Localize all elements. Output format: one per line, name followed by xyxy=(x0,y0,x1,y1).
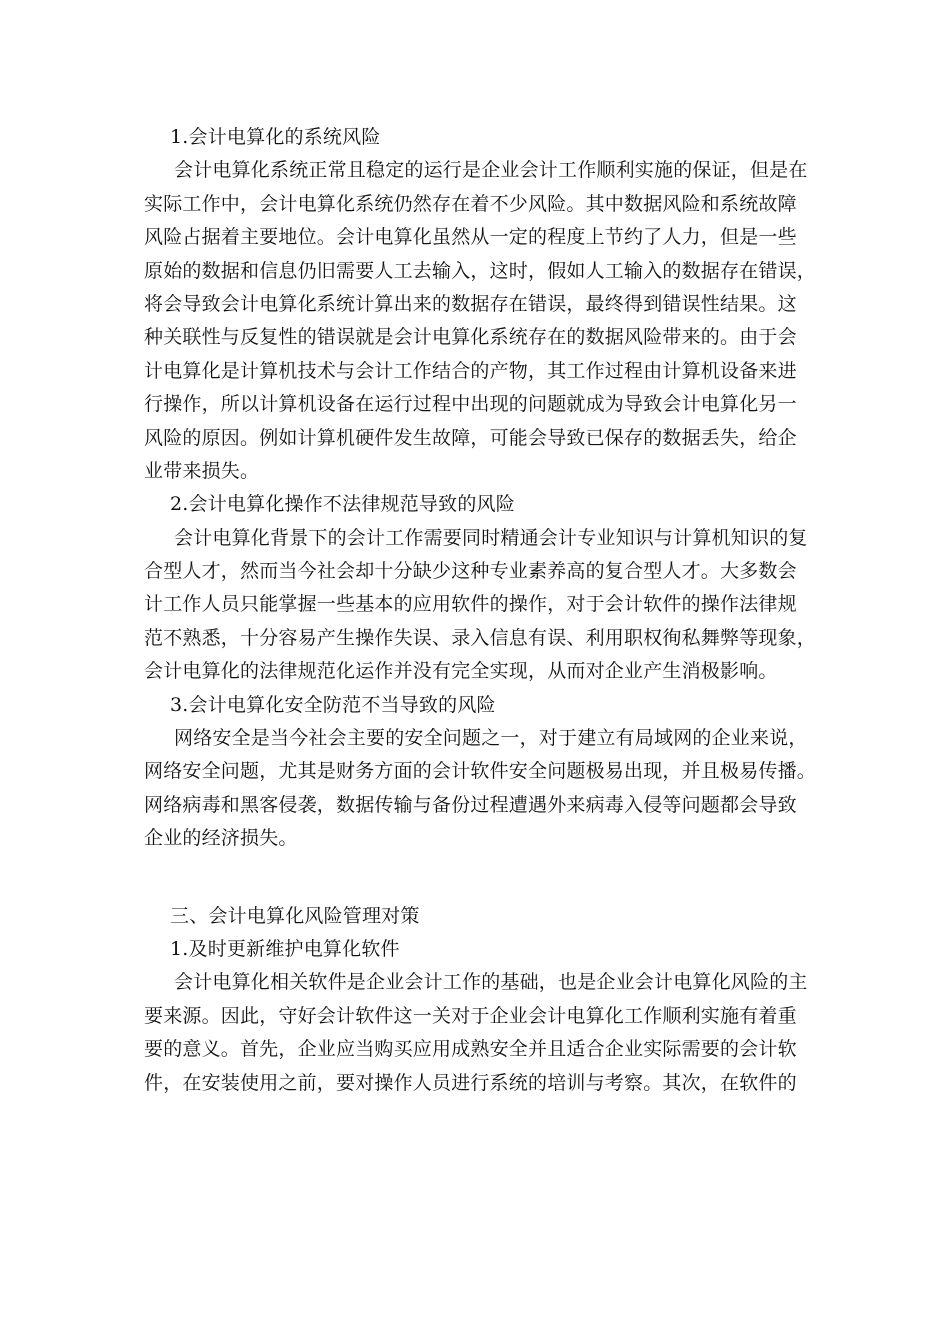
paragraph-line: 要来源。因此，守好会计软件这一关对于企业会计电算化工作顺利实施有着重 xyxy=(144,1004,797,1027)
paragraph-line: 业带来损失。 xyxy=(144,459,260,482)
paragraph-line: 件，在安装使用之前，要对操作人员进行系统的培训与考察。其次，在软件的 xyxy=(144,1071,797,1094)
paragraph-line: 会计电算化系统正常且稳定的运行是企业会计工作顺利实施的保证，但是在 xyxy=(174,159,808,182)
section-spacer xyxy=(144,856,808,900)
paragraph-line: 会计电算化的法律规范化运作并没有完全实现，从而对企业产生消极影响。 xyxy=(144,660,778,683)
section-paragraph-1 xyxy=(144,154,817,488)
paragraph-line: 网络病毒和黑客侵袭，数据传输与备份过程遭遇外来病毒入侵等问题都会导致 xyxy=(144,793,797,816)
section-heading-2: 2.会计电算化操作不法律规范导致的风险 xyxy=(170,493,515,516)
section-heading-3: 3.会计电算化安全防范不当导致的风险 xyxy=(170,693,496,716)
paragraph-line: 原始的数据和信息仍旧需要人工去输入，这时，假如人工输入的数据存在错误， xyxy=(144,259,817,282)
section-paragraph-2 xyxy=(144,522,817,689)
paragraph-line: 计电算化是计算机技术与会计工作结合的产物，其工作过程由计算机设备来进 xyxy=(144,359,797,382)
document-body xyxy=(144,121,817,1100)
paragraph-line: 将会导致会计电算化系统计算出来的数据存在错误，最终得到错误性结果。这 xyxy=(144,292,797,315)
paragraph-line: 种关联性与反复性的错误就是会计电算化系统存在的数据风险带来的。由于会 xyxy=(144,326,797,349)
paragraph-line: 网络安全是当今社会主要的安全问题之一，对于建立有局域网的企业来说， xyxy=(174,727,808,750)
paragraph-line: 计工作人员只能掌握一些基本的应用软件的操作，对于会计软件的操作法律规 xyxy=(144,593,797,616)
paragraph-line: 实际工作中，会计电算化系统仍然存在着不少风险。其中数据风险和系统故障 xyxy=(144,192,797,215)
section-paragraph-3 xyxy=(144,722,817,856)
paragraph-line: 合型人才，然而当今社会却十分缺少这种专业素养高的复合型人才。大多数会 xyxy=(144,560,797,583)
paragraph-line: 要的意义。首先，企业应当购买应用成熟安全并且适合企业实际需要的会计软 xyxy=(144,1038,797,1061)
paragraph-line: 企业的经济损失。 xyxy=(144,827,298,850)
paragraph-line: 网络安全问题，尤其是财务方面的会计软件安全问题极易出现，并且极易传播。 xyxy=(144,760,817,783)
paragraph-line: 风险的原因。例如计算机硬件发生故障，可能会导致已保存的数据丢失，给企 xyxy=(144,426,797,449)
paragraph-line: 风险占据着主要地位。会计电算化虽然从一定的程度上节约了人力，但是一些 xyxy=(144,226,797,249)
part-heading-3: 三、会计电算化风险管理对策 xyxy=(170,904,420,927)
section-heading-1: 1.会计电算化的系统风险 xyxy=(170,126,381,148)
part3-paragraph xyxy=(144,966,808,1100)
subsection-heading-1: 1.及时更新维护电算化软件 xyxy=(170,937,400,960)
paragraph-line: 行操作，所以计算机设备在运行过程中出现的问题就成为导致会计电算化另一 xyxy=(144,393,797,416)
paragraph-line: 会计电算化相关软件是企业会计工作的基础，也是企业会计电算化风险的主 xyxy=(174,971,808,994)
paragraph-line: 范不熟悉，十分容易产生操作失误、录入信息有误、利用职权徇私舞弊等现象， xyxy=(144,626,817,649)
paragraph-line: 会计电算化背景下的会计工作需要同时精通会计专业知识与计算机知识的复 xyxy=(174,526,808,549)
